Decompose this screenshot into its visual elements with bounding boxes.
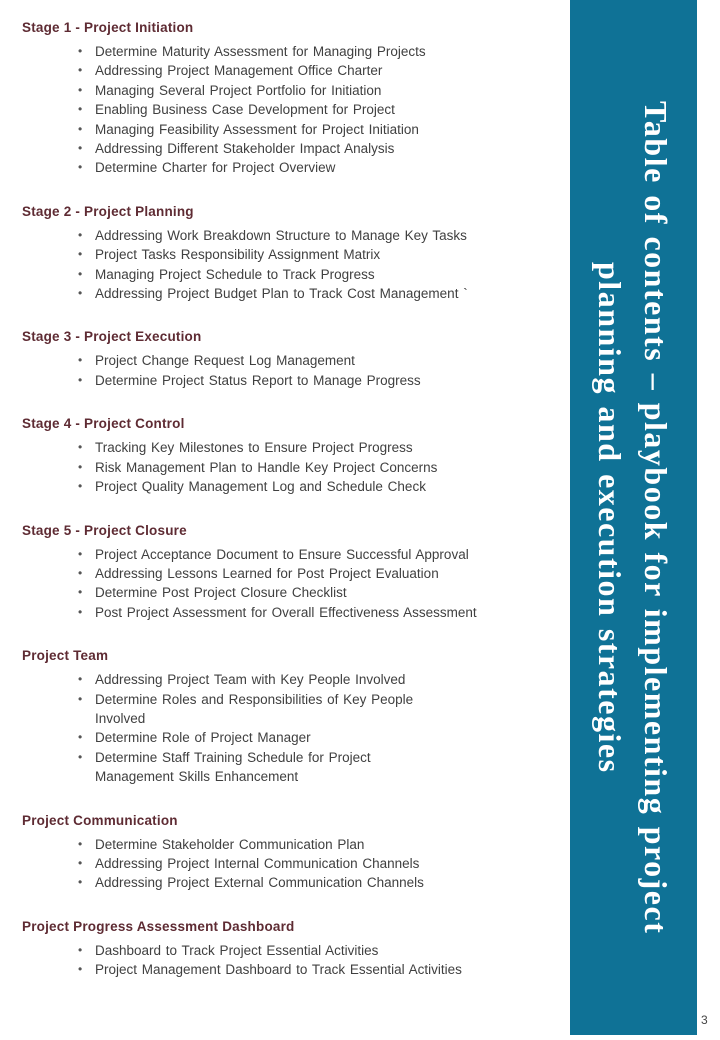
toc-section — [22, 648, 552, 786]
section-item-list — [22, 941, 552, 980]
bullet-icon: • — [78, 836, 83, 851]
bullet-icon: • — [78, 440, 83, 455]
toc-item — [78, 728, 552, 747]
toc-item — [78, 873, 552, 892]
bullet-icon: • — [78, 691, 83, 706]
toc-item — [78, 603, 552, 622]
toc-item — [78, 748, 552, 787]
toc-item — [78, 854, 552, 873]
toc-item-label: Managing Several Project Portfolio for Initiation — [95, 82, 382, 98]
toc-item-label: Determine Maturity Assessment for Managing Projects — [95, 44, 426, 59]
vertical-title-line-2: planning and execution strategies — [592, 261, 628, 774]
toc-item — [78, 564, 552, 583]
toc-section — [22, 20, 552, 178]
section-heading: Stage 5 - Project Closure — [22, 522, 187, 538]
toc-section — [22, 416, 552, 496]
bullet-icon: • — [78, 479, 83, 494]
section-heading: Stage 3 - Project Execution — [22, 329, 202, 345]
toc-content — [22, 20, 552, 1006]
toc-item-label: Determine Stakeholder Communication Plan — [95, 836, 365, 852]
bullet-icon: • — [78, 942, 83, 957]
bullet-icon: • — [78, 82, 83, 97]
toc-section — [22, 919, 552, 980]
toc-item — [78, 960, 552, 979]
toc-item-label: Risk Management Plan to Handle Key Project Concerns — [95, 459, 438, 475]
bullet-icon: • — [78, 44, 83, 58]
toc-item — [78, 477, 552, 496]
toc-item-label: Determine Project Status Report to Manage Progress — [95, 372, 421, 388]
toc-item-label: Addressing Project Budget Plan to Track Cost Management ` — [95, 286, 468, 302]
toc-item — [78, 61, 552, 80]
bullet-icon: • — [78, 604, 83, 619]
toc-item-label: Dashboard to Track Project Essential Activities — [95, 942, 379, 958]
toc-item-label: Post Project Assessment for Overall Effectiveness Assessment — [95, 604, 477, 620]
title-band — [570, 0, 697, 1035]
bullet-icon: • — [78, 875, 83, 890]
section-item-list — [22, 226, 552, 304]
toc-item — [78, 226, 552, 245]
toc-item-label: Addressing Project Management Office Charter — [95, 63, 383, 79]
bullet-icon: • — [78, 286, 83, 301]
toc-item-label: Project Change Request Log Management — [95, 353, 355, 369]
toc-item-label: Determine Staff Training Schedule for Project Management Skills Enhancement — [95, 749, 371, 785]
toc-item — [78, 458, 552, 477]
toc-item — [78, 351, 552, 370]
toc-item-label: Project Acceptance Document to Ensure Successful Approval — [95, 546, 469, 562]
toc-item-label: Addressing Project Internal Communication Channels — [95, 855, 420, 871]
toc-item — [78, 438, 552, 457]
toc-item-label: Tracking Key Milestones to Ensure Project Progress — [95, 440, 413, 456]
vertical-title — [570, 0, 697, 1035]
section-item-list — [22, 545, 552, 623]
bullet-icon: • — [78, 227, 83, 242]
toc-item — [78, 835, 552, 854]
toc-item-label: Addressing Project External Communication Channels — [95, 875, 424, 891]
toc-item-label: Project Management Dashboard to Track Essential Activities — [95, 962, 462, 978]
vertical-title-line-1: Table of contents – playbook for implementing project — [638, 100, 674, 935]
toc-item — [78, 941, 552, 960]
bullet-icon: • — [78, 459, 83, 474]
section-item-list — [22, 670, 552, 786]
toc-item-label: Managing Feasibility Assessment for Project Initiation — [95, 121, 419, 137]
bullet-icon: • — [78, 730, 83, 745]
section-heading: Stage 4 - Project Control — [22, 416, 185, 432]
toc-item — [78, 158, 552, 177]
toc-item — [78, 545, 552, 564]
bullet-icon: • — [78, 749, 83, 764]
bullet-icon: • — [78, 353, 83, 368]
toc-item-label: Managing Project Schedule to Track Progress — [95, 266, 375, 282]
toc-item — [78, 670, 552, 689]
bullet-icon: • — [78, 565, 83, 580]
page-number: 3 — [701, 1013, 708, 1027]
toc-item — [78, 245, 552, 264]
bullet-icon: • — [78, 247, 83, 262]
section-item-list — [22, 438, 552, 496]
toc-item — [78, 42, 552, 61]
toc-item-label: Determine Charter for Project Overview — [95, 160, 336, 176]
bullet-icon: • — [78, 141, 83, 156]
bullet-icon: • — [78, 585, 83, 600]
bullet-icon: • — [78, 121, 83, 136]
section-item-list — [22, 835, 552, 893]
toc-item — [78, 371, 552, 390]
toc-item — [78, 120, 552, 139]
section-heading: Project Progress Assessment Dashboard — [22, 918, 295, 934]
toc-section — [22, 204, 552, 304]
section-item-list — [22, 42, 552, 178]
bullet-icon: • — [78, 266, 83, 281]
toc-item — [78, 583, 552, 602]
section-heading: Stage 1 - Project Initiation — [22, 20, 194, 35]
bullet-icon: • — [78, 372, 83, 387]
toc-section — [22, 523, 552, 623]
bullet-icon: • — [78, 63, 83, 78]
toc-item-label: Enabling Business Case Development for Project — [95, 102, 395, 118]
bullet-icon: • — [78, 962, 83, 977]
section-heading: Project Team — [22, 648, 109, 664]
toc-section — [22, 329, 552, 390]
section-item-list — [22, 351, 552, 390]
toc-item-label: Addressing Lessons Learned for Post Project Evaluation — [95, 565, 439, 581]
section-heading: Project Communication — [22, 812, 178, 828]
bullet-icon: • — [78, 672, 83, 687]
bullet-icon: • — [78, 855, 83, 870]
section-heading: Stage 2 - Project Planning — [22, 203, 194, 219]
toc-item-label: Addressing Work Breakdown Structure to Manage Key Tasks — [95, 227, 467, 243]
toc-item — [78, 81, 552, 100]
toc-item — [78, 100, 552, 119]
toc-item — [78, 265, 552, 284]
toc-item — [78, 139, 552, 158]
toc-item-label: Project Quality Management Log and Schedule Check — [95, 479, 426, 495]
toc-section — [22, 813, 552, 893]
toc-item — [78, 690, 552, 729]
toc-item-label: Addressing Different Stakeholder Impact Analysis — [95, 141, 395, 157]
toc-item-label: Project Tasks Responsibility Assignment Matrix — [95, 247, 381, 263]
bullet-icon: • — [78, 546, 83, 561]
toc-item — [78, 284, 552, 303]
bullet-icon: • — [78, 102, 83, 117]
toc-item-label: Determine Roles and Responsibilities of Key People Involved — [95, 691, 414, 726]
toc-item-label: Determine Role of Project Manager — [95, 730, 311, 746]
toc-item-label: Determine Post Project Closure Checklist — [95, 585, 347, 601]
toc-item-label: Addressing Project Team with Key People Involved — [95, 672, 406, 688]
bullet-icon: • — [78, 160, 83, 175]
